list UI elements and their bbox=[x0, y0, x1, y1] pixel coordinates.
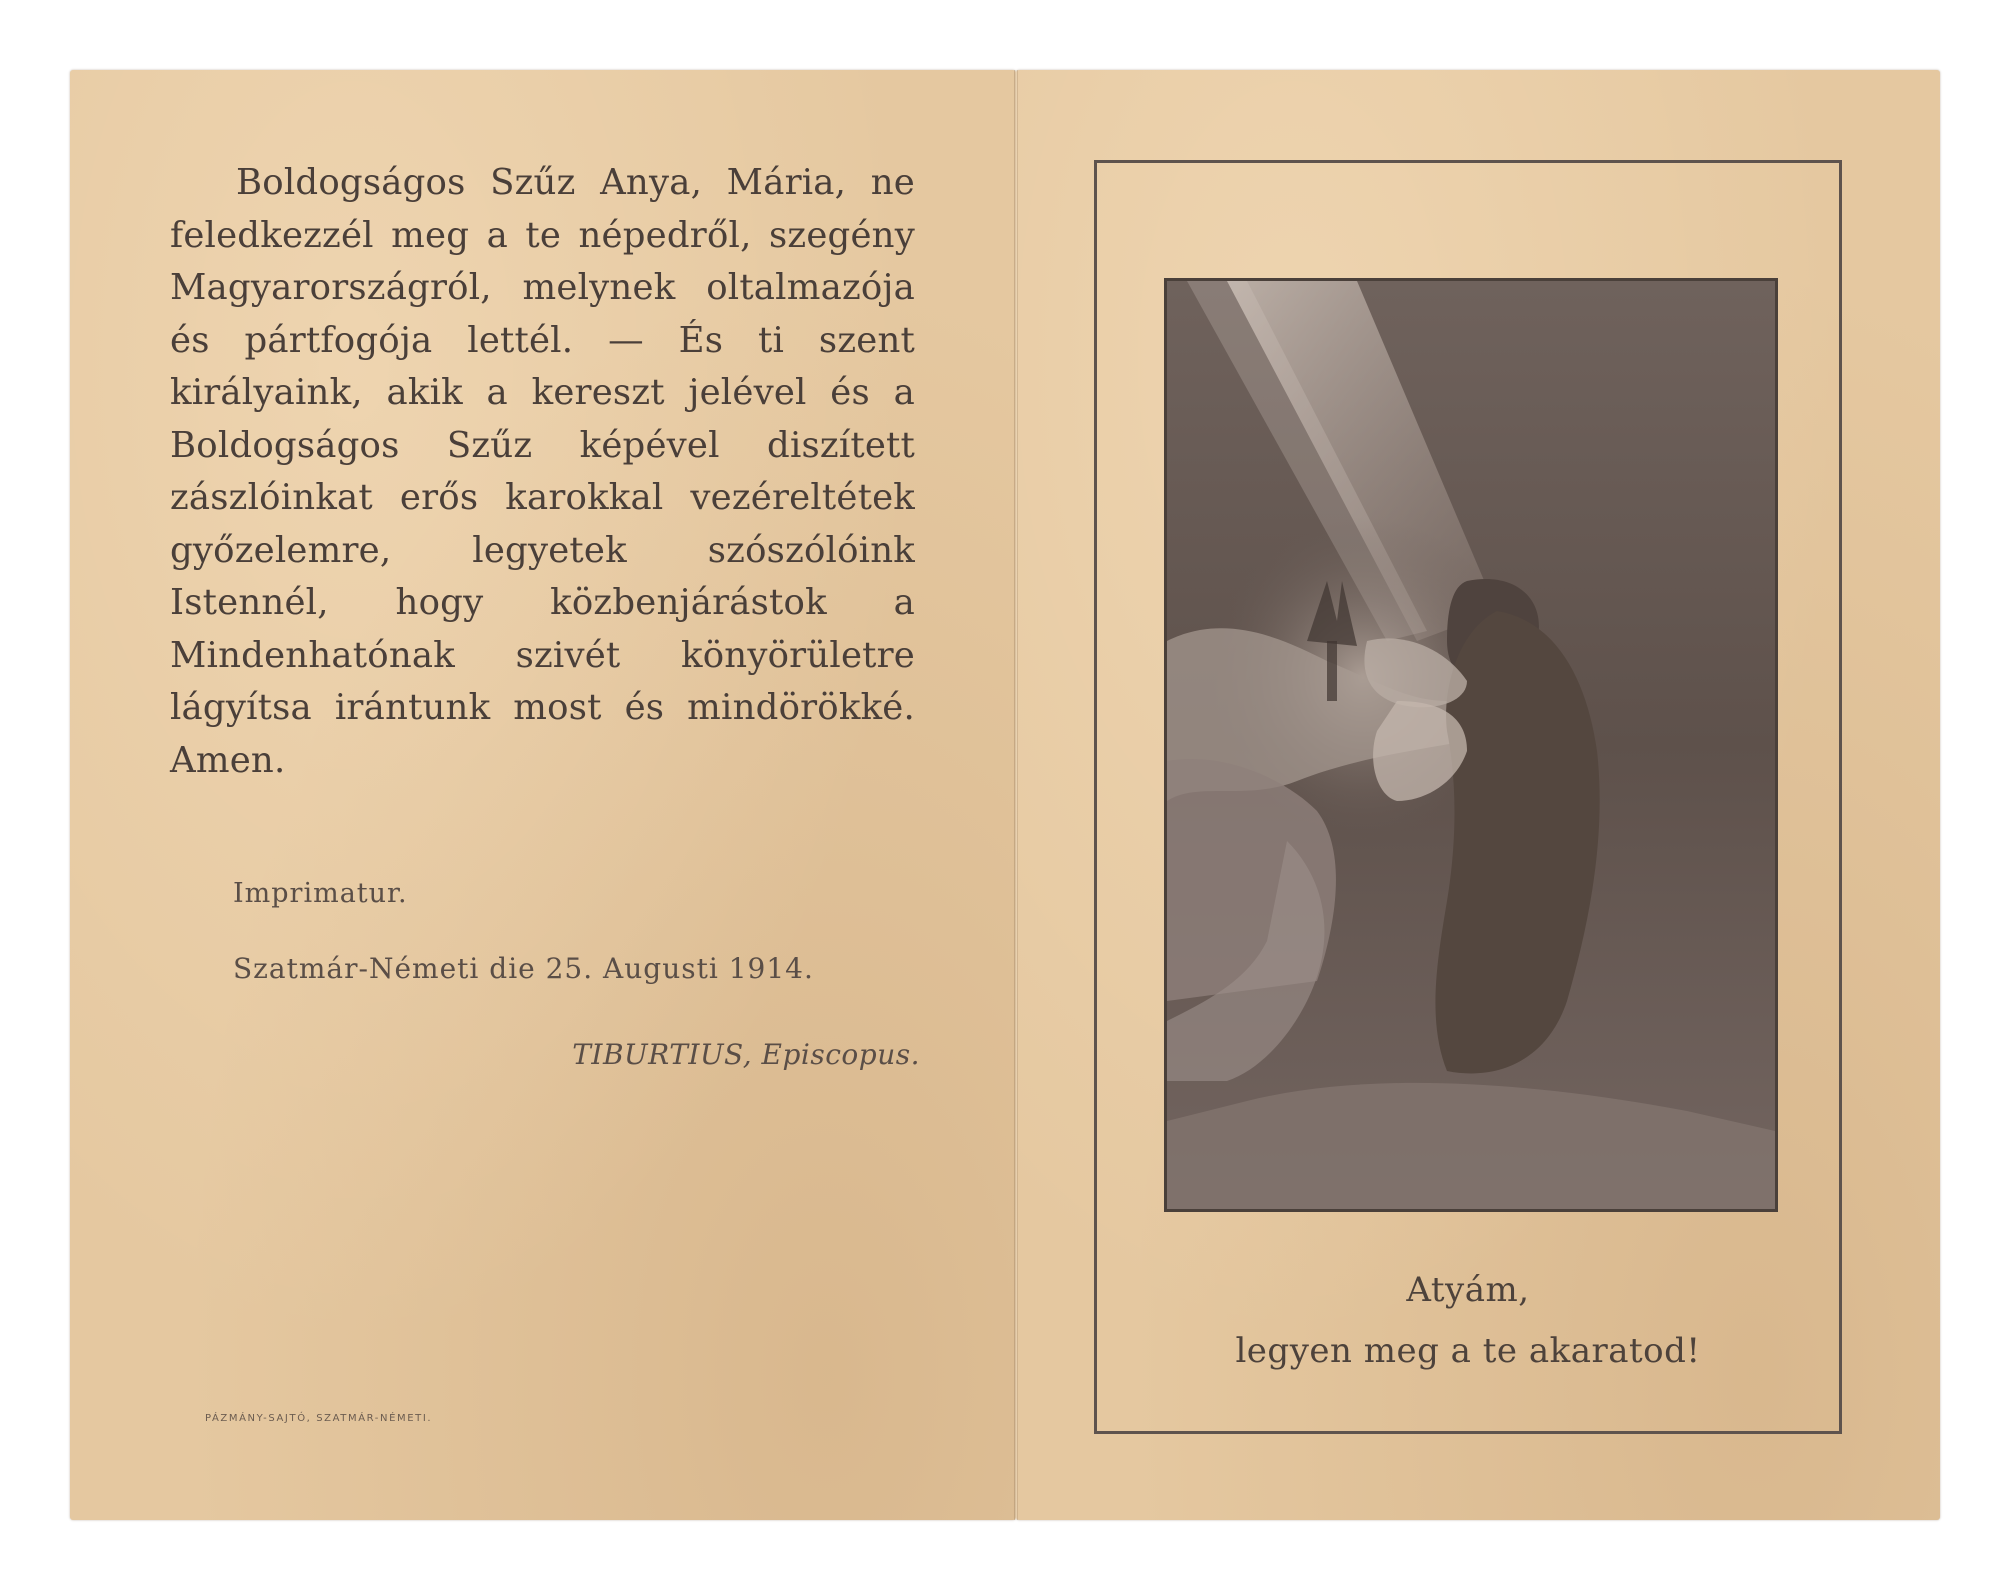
devotional-picture bbox=[1164, 278, 1778, 1212]
prayer-text: Boldogságos Szűz Anya, Mária, ne feledkezzél meg a te népedről, szegény Magyarországról, melynek oltalmazója és pártfogója lettél. — És ti szent királyaink, akik a kereszt jelével és a Boldogságos Szűz képével diszített zászlóinkat erős karokkal vezéreltétek győzelemre, legyetek szószólóink Istennél, hogy közbenjárástok a Mindenhatónak szivét könyörületre lágyítsa irántunk most és mindörökké. Amen. bbox=[170, 162, 915, 781]
printer-imprint: PÁZMÁNY-SAJTÓ, SZATMÁR-NÉMETI. bbox=[205, 1413, 433, 1424]
bishop-signature: TIBURTIUS, Episcopus. bbox=[572, 1038, 920, 1071]
caption-line-1: Atyám, bbox=[1406, 1270, 1530, 1310]
imprimatur-label: Imprimatur. bbox=[233, 878, 408, 909]
caption-line-2: legyen meg a te akaratod! bbox=[1235, 1331, 1701, 1371]
place-date: Szatmár-Németi die 25. Augusti 1914. bbox=[233, 952, 814, 985]
card-fold bbox=[1014, 70, 1018, 1520]
praying-figure-illustration bbox=[1167, 281, 1775, 1209]
